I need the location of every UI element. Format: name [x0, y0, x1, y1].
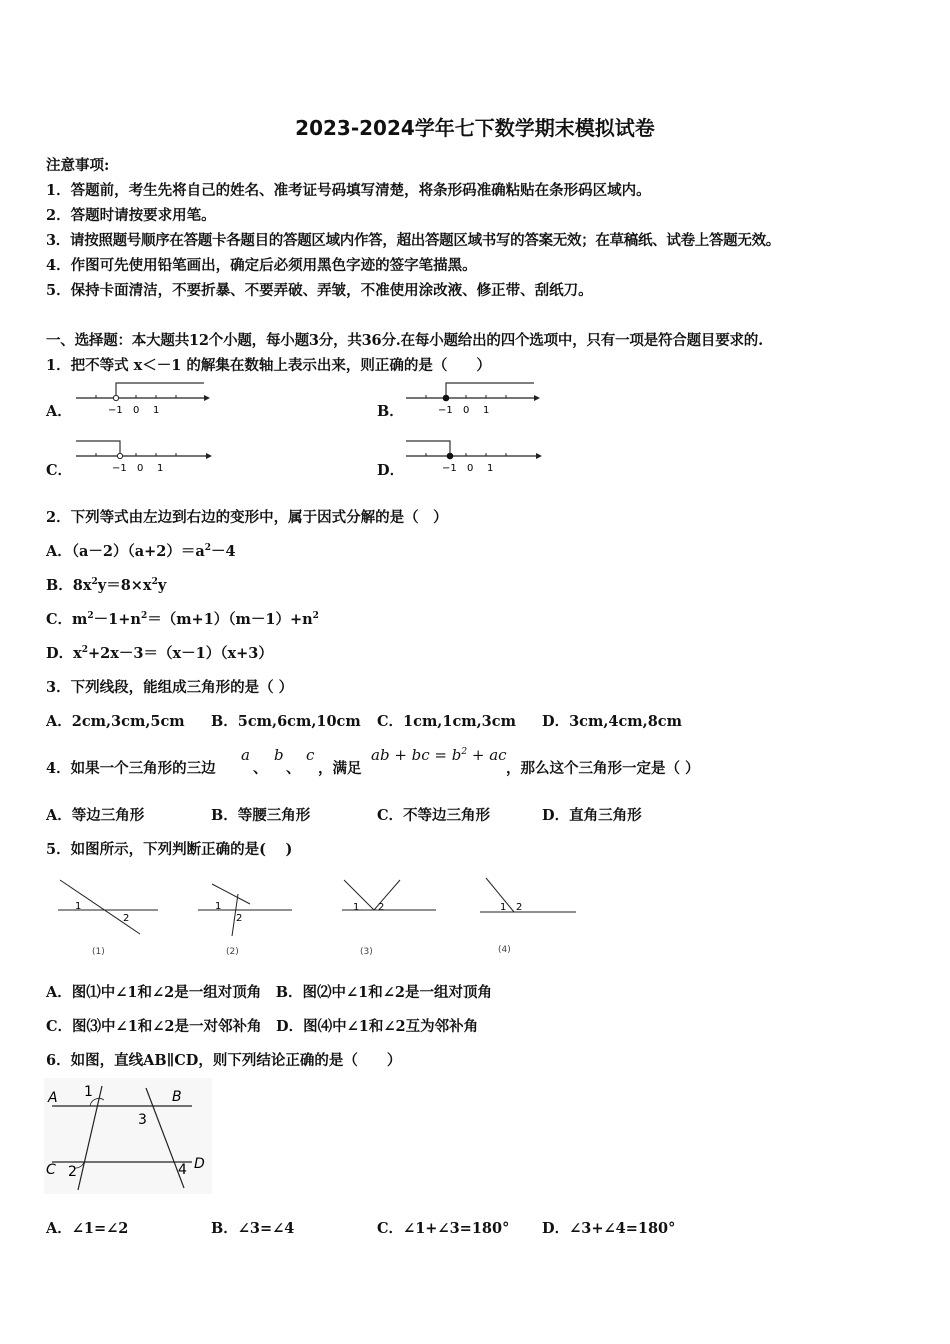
- angle-label: 2: [516, 902, 523, 913]
- angle-label: 1: [75, 901, 82, 912]
- q3-option-b: B．5cm,6cm,10cm: [211, 713, 361, 730]
- q6-figure: [44, 1078, 212, 1194]
- angle-label: 2: [378, 902, 385, 913]
- page-title: 2023-2024学年七下数学期末模拟试卷: [295, 116, 655, 140]
- q4-stem-post: ，那么这个三角形一定是（ ）: [506, 760, 700, 777]
- q4-sep1: 、: [253, 760, 268, 777]
- q4-option-d: D．直角三角形: [542, 807, 642, 824]
- q4-stem-mid: ，满足: [318, 760, 362, 777]
- tick-label: −1: [112, 463, 127, 474]
- figure-caption: (3): [360, 947, 373, 957]
- q3-option-c: C．1cm,1cm,3cm: [377, 713, 516, 730]
- q5-figure-1: [50, 872, 162, 962]
- angle-label: 1: [500, 902, 507, 913]
- note-item-4: 4．作图可先使用铅笔画出，确定后必须用黑色字迹的签字笔描黑。: [46, 257, 477, 274]
- q2-option-c: C．$m^2-1+n^2=(m+1)(m-1)+n^2$: [46, 611, 319, 628]
- q5-options-cd: C．图⑶中∠1和∠2是一对邻补角 D．图⑷中∠1和∠2互为邻补角: [46, 1018, 479, 1035]
- tick-label: 0: [463, 405, 470, 416]
- q5-stem: 5．如图所示，下列判断正确的是( ): [46, 841, 293, 858]
- note-item-2: 2．答题时请按要求用笔。: [46, 207, 216, 224]
- q1-stem: 1．把不等式 x＜－1 的解集在数轴上表示出来，则正确的是（ ）: [46, 357, 491, 374]
- q5-options-ab: A．图⑴中∠1和∠2是一组对顶角 B．图⑵中∠1和∠2是一组对顶角: [46, 984, 492, 1001]
- angle-label: 1: [215, 901, 222, 912]
- q5-figure-4: [474, 872, 586, 962]
- q6-option-a: A．∠1=∠2: [46, 1220, 129, 1237]
- tick-label: 1: [487, 463, 494, 474]
- tick-label: −1: [108, 405, 123, 416]
- q1-number-line-c: [72, 438, 216, 476]
- q5-figure-2: [192, 872, 304, 962]
- point-label: C: [46, 1162, 56, 1178]
- section-heading: 一、选择题：本大题共12个小题，每小题3分，共36分.在每小题给出的四个选项中，只有一项是符合题目要求的.: [46, 332, 763, 349]
- q2-option-a: A．$(a-2)(a+2)=a^2-4$: [46, 543, 236, 560]
- angle-label: 3: [138, 1112, 147, 1128]
- q5-figure-3: [336, 872, 448, 962]
- angle-label: 4: [178, 1162, 187, 1178]
- q1-option-d-label: D．: [377, 462, 405, 479]
- angle-label: 1: [84, 1084, 93, 1100]
- point-label: B: [172, 1089, 182, 1105]
- note-item-3: 3．请按照题号顺序在答题卡各题目的答题区域内作答，超出答题区域书写的答案无效；在草稿纸、试卷上答题无效。: [46, 232, 780, 249]
- q4-equation: ab + bc = $b^2$ + ac: [371, 746, 507, 764]
- q2-option-d: D．$x^2+2x-3=(x-1)(x+3)$: [46, 645, 273, 662]
- q1-number-line-b: [402, 380, 542, 418]
- q1-option-c-label: C．: [46, 462, 73, 479]
- notes-heading: 注意事项:: [46, 157, 110, 174]
- q3-stem: 3．下列线段，能组成三角形的是（ ）: [46, 679, 294, 696]
- q6-option-b: B．∠3=∠4: [211, 1220, 295, 1237]
- q4-option-c: C．不等边三角形: [377, 807, 491, 824]
- figure-caption: (2): [226, 947, 239, 957]
- tick-label: −1: [438, 405, 453, 416]
- tick-label: 1: [157, 463, 164, 474]
- tick-label: 0: [467, 463, 474, 474]
- point-label: A: [48, 1090, 58, 1106]
- q6-option-d: D．∠3+∠4=180°: [542, 1220, 676, 1237]
- angle-label: 2: [236, 913, 243, 924]
- tick-label: 0: [137, 463, 144, 474]
- tick-label: 1: [483, 405, 490, 416]
- q4-stem-pre: 4．如果一个三角形的三边: [46, 760, 216, 777]
- q4-var-b: b: [274, 746, 284, 764]
- q2-option-b: B．$8x^2y=8\times x^2y$: [46, 577, 167, 594]
- q4-option-b: B．等腰三角形: [211, 807, 311, 824]
- q1-number-line-d: [402, 438, 546, 476]
- q4-var-a: a: [241, 746, 250, 764]
- figure-caption: (4): [498, 945, 511, 955]
- q6-option-c: C．∠1+∠3=180°: [377, 1220, 510, 1237]
- angle-label: 1: [353, 902, 360, 913]
- tick-label: 0: [133, 405, 140, 416]
- q3-option-d: D．3cm,4cm,8cm: [542, 713, 682, 730]
- figure-caption: (1): [92, 947, 105, 957]
- q1-number-line-a: [72, 380, 212, 418]
- q4-var-c: c: [306, 746, 315, 764]
- angle-label: 2: [123, 913, 130, 924]
- q6-stem: 6．如图，直线AB∥CD，则下列结论正确的是（ ）: [46, 1052, 402, 1069]
- q4-option-a: A．等边三角形: [46, 807, 145, 824]
- q1-option-b-label: B．: [377, 403, 404, 420]
- q3-option-a: A．2cm,3cm,5cm: [46, 713, 185, 730]
- note-item-1: 1．答题前，考生先将自己的姓名、准考证号码填写清楚，将条形码准确粘贴在条形码区域内。: [46, 182, 651, 199]
- tick-label: 1: [153, 405, 160, 416]
- angle-label: 2: [68, 1164, 77, 1180]
- point-label: D: [194, 1156, 205, 1172]
- q2-stem: 2．下列等式由左边到右边的变形中，属于因式分解的是（ ）: [46, 509, 448, 526]
- note-item-5: 5．保持卡面清洁，不要折暴、不要弄破、弄皱，不准使用涂改液、修正带、刮纸刀。: [46, 282, 593, 299]
- q4-sep2: 、: [286, 760, 301, 777]
- tick-label: −1: [442, 463, 457, 474]
- q1-option-a-label: A．: [46, 403, 72, 420]
